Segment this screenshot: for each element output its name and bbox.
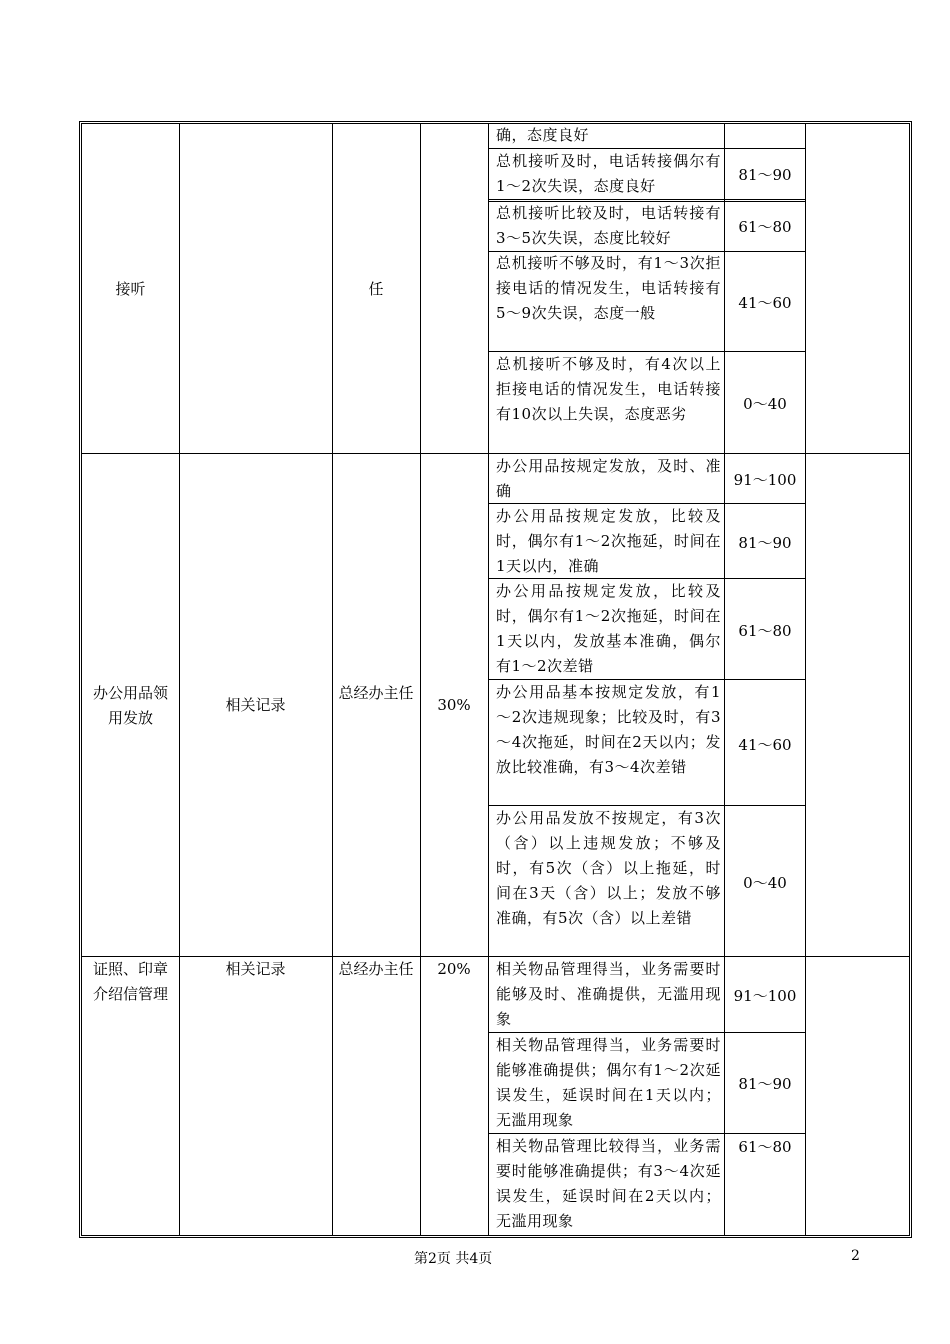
weight: 30% [437, 696, 471, 714]
assessment-item: 证照、印章介绍信管理 [92, 960, 168, 1003]
criteria-text: 办公用品按规定发放，比较及时，偶尔有1～2次拖延，时间在1天以内，准确 [496, 507, 721, 575]
page-indicator: 第2页 共4页 [414, 1251, 493, 1267]
score-range: 81～90 [738, 534, 792, 552]
assessment-item: 接听 [115, 280, 146, 298]
criteria-text: 相关物品管理得当，业务需要时能够准确提供；偶尔有1～2次延误发生，延误时间在1天以内；无滥用现象 [496, 1036, 721, 1129]
criteria-text: 总机接听不够及时，有4次以上拒接电话的情况发生，电话转接有10次以上失误，态度恶劣 [496, 355, 721, 423]
score-range: 81～90 [738, 1075, 792, 1093]
score-range: 91～100 [733, 471, 797, 489]
criteria-text: 办公用品按规定发放，及时、准确 [496, 457, 721, 500]
assessment-owner: 总经办主任 [338, 684, 414, 702]
page-number: 2 [851, 1248, 860, 1264]
criteria-text: 总机接听不够及时，有1～3次拒接电话的情况发生，电话转接有5～9次失误，态度一般 [496, 254, 721, 322]
assessment-owner: 总经办主任 [338, 960, 414, 978]
criteria-text: 总机接听比较及时，电话转接有3～5次失误，态度比较好 [496, 204, 721, 247]
criteria-text: 办公用品发放不按规定，有3次（含）以上违规发放；不够及时，有5次（含）以上拖延，时间在3天（含）以上；发放不够准确，有5次（含）以上差错 [496, 809, 721, 927]
score-range: 61～80 [738, 1138, 792, 1156]
weight: 20% [437, 960, 471, 978]
criteria-text: 确，态度良好 [496, 126, 590, 144]
column-divider [179, 124, 180, 1235]
criteria-text: 相关物品管理得当，业务需要时能够及时、准确提供，无滥用现象 [496, 960, 721, 1028]
assessment-owner: 任 [368, 280, 384, 298]
criteria-divider [488, 199, 805, 200]
score-range: 41～60 [738, 294, 792, 312]
data-source: 相关记录 [225, 960, 286, 978]
criteria-text: 总机接听及时，电话转接偶尔有1～2次失误，态度良好 [496, 152, 721, 195]
score-range: 61～80 [738, 218, 792, 236]
score-range: 41～60 [738, 736, 792, 754]
assessment-item: 办公用品领用发放 [92, 684, 168, 727]
score-range: 0～40 [743, 874, 787, 892]
criteria-text: 办公用品按规定发放，比较及时，偶尔有1～2次拖延，时间在1天以内，发放基本准确，偶尔有1～2次差错 [496, 582, 721, 675]
criteria-text: 办公用品基本按规定发放，有1～2次违规现象；比较及时，有3～4次拖延，时间在2天以内；发放比较准确，有3～4次差错 [496, 683, 721, 776]
score-range: 0～40 [743, 395, 787, 413]
column-divider [805, 124, 806, 1235]
score-range: 61～80 [738, 622, 792, 640]
column-divider [420, 124, 421, 1235]
score-range: 81～90 [738, 166, 792, 184]
score-range: 91～100 [733, 987, 797, 1005]
criteria-text: 相关物品管理比较得当，业务需要时能够准确提供；有3～4次延误发生，延误时间在2天以内；无滥用现象 [496, 1137, 721, 1230]
data-source: 相关记录 [225, 696, 286, 714]
